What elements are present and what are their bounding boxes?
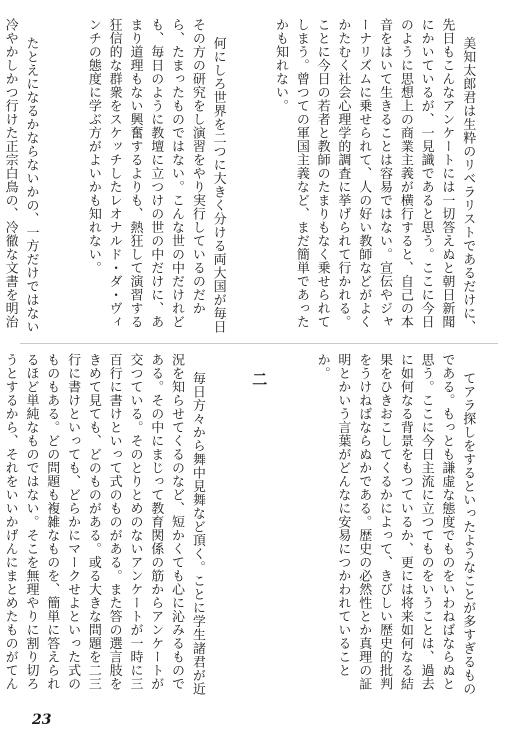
lower-paragraph-2: 毎日方々から舞中見舞など頂く。ことに学生諸君が近況を知らせてくるのなど、短かくても心に沁みるものである。その中にまじって教育関係の筋からアンケートが交つている。そのとりとめのないアンケートが一時に三百行に書けといって式のものがある。また答の選言肢をきめて見ても、どのものがある。或る大きな問題を二三行に書けといっても、どらかにマークせよといった式のものもある。どの問題も複雑なものを、簡単に答えられるほど単純なものではない。そこを無理やりに割り切ろうとするから、それをいいかげんにまとめたものがてん xyxy=(2,353,205,696)
section-heading-two: 二 xyxy=(250,371,269,388)
upper-paragraph-1: 美知太郎君は生粋のリベラリストであるだけに、先日もこんなアンケートには一切答えぬと朝日新聞にかいているが、一見識であると思う。ここに今日のように思想上の商業主義が横行すると、自己の本音をはいて生きることは容易ではない。宣伝やジャーナリズムに乗せられて、人の好い教師などがよくかたむく社会心理学的調査に挙げられて行かれる。ことに今日の若者と教師のたまりもなく乗せられてしまう。曾つての軍国主義など、まだ簡単であったかも知れない。 xyxy=(273,18,476,334)
page-number: 23 xyxy=(32,712,52,728)
lower-text-block xyxy=(2,353,498,698)
lower-paragraph-1: てアラ探しをするといったようなことが多すぎるものである。もっとも謙虚な態度でものをいわねばならぬと思う。ここに今日主流に立つてものをいうことは、過去に如何なる背景をもつているか、更には将来如何なる結果をひきおこしてくるかによって、きびしい歴史的批判をうけねばならぬかである。歴史の必然性とか真理の証明とかいう言葉がどんなに安易につかわれていることか。 xyxy=(314,353,476,696)
column-divider xyxy=(20,343,498,344)
upper-paragraph-2: 何にしろ世界を二つに大きく分ける両大国が毎日その方の研究をし演習をやり実行しているのだから、たまったものではない。こんな世の中だけれども、毎日のように教壇に立つけの世の中だけに、あまり道理もない興奮するよりも、熱狂して演習する狂信的な群衆をスケッチしたレオナルド・ダ・ヴィンチの態度に学ぶ方がよいかも知れない。 xyxy=(85,18,226,334)
upper-text-block xyxy=(2,18,498,334)
upper-paragraph-3: たとえになるかならないかの、一方だけではない冷やかしかつ行けた正宗白鳥の、冷徹な文書を明治 xyxy=(2,18,39,334)
